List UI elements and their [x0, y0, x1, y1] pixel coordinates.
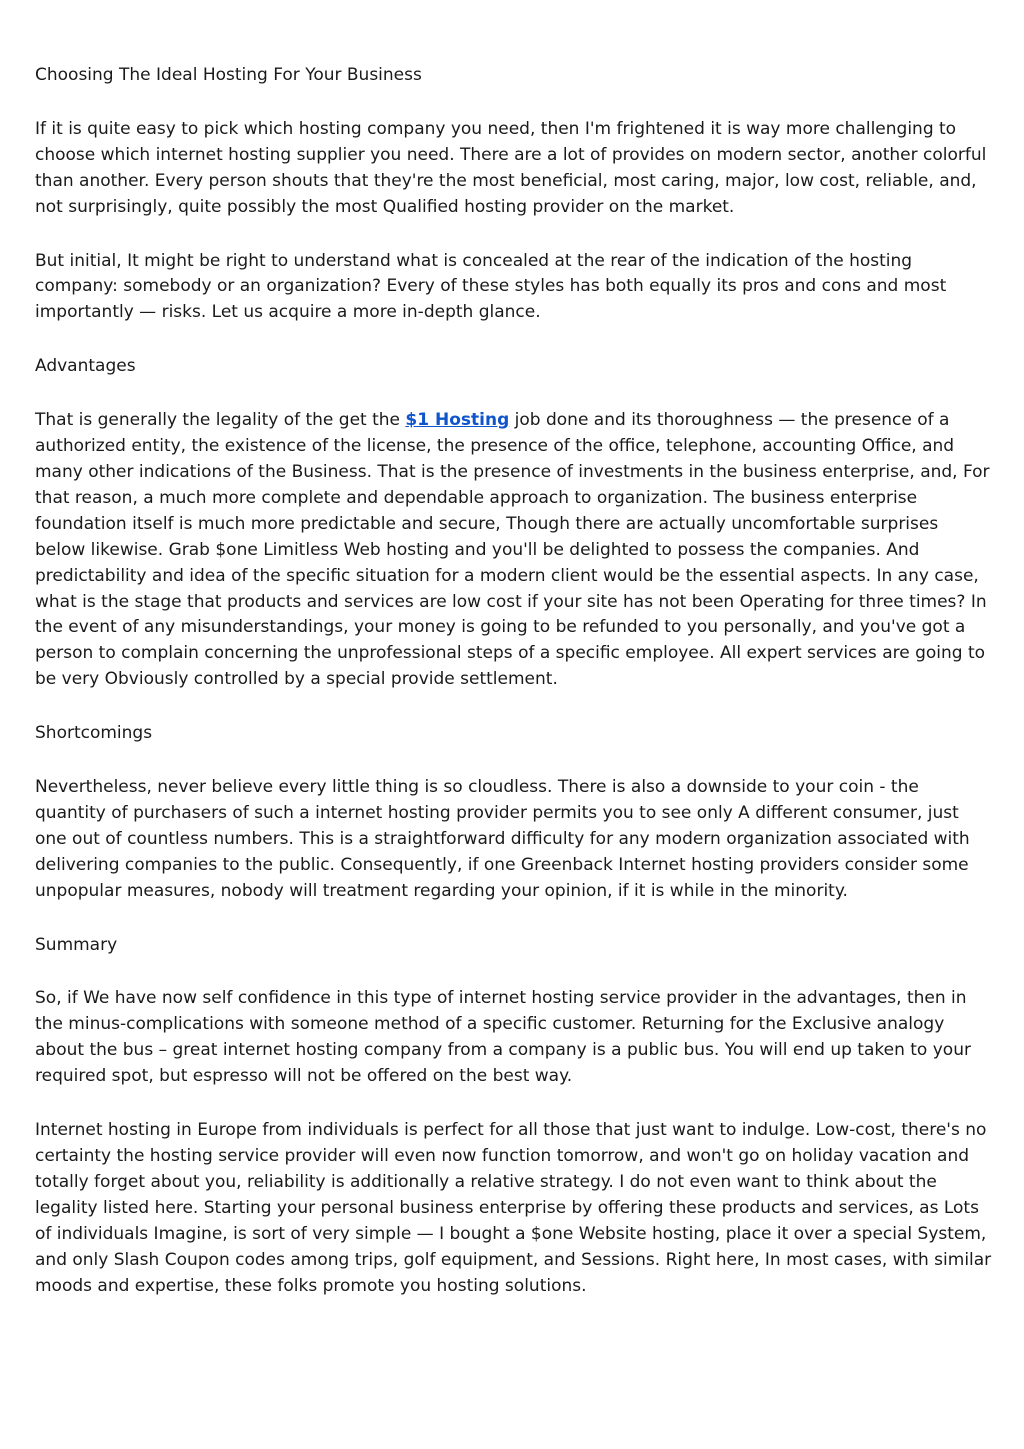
advantages-heading: Advantages [35, 356, 136, 377]
advantages-text-after-link: job done and its thoroughness — the presence of a authorized entity, the existence of the license, the presence of the office, telephone, accounting Office, and many other indications of the Business. That is the presence of investments in the business enterprise, and, For that reason, a much more complete and dependable approach to organization. The business enterprise foundation itself is much more predictable and secure, Though there are actually uncomfortable surprises below likewise. Grab $one Limitless Web hosting and you'll be delighted to possess the companies. And predictability and idea of the specific situation for a modern client would be the essential aspects. In any case, what is the stage that products and services are low cost if your site has not been Operating for three times? In the event of any misunderstandings, your money is going to be refunded to you personally, and you've got a person to complain concerning the unprofessional steps of a specific employee. All expert services are going to be very Obviously controlled by a special provide settlement. [35, 410, 990, 690]
document-title: Choosing The Ideal Hosting For Your Business [35, 65, 422, 85]
advantages-text-before-link: That is generally the legality of the get the [35, 410, 406, 431]
shortcomings-heading: Shortcomings [35, 723, 153, 744]
intro-paragraph-2: But initial, It might be right to understand what is concealed at the rear of the indication of the hosting company: somebody or an organization? Every of these styles has both equally its pros and cons and most importantly — risks. Let us acquire a more in-depth glance. [35, 250, 947, 323]
intro-paragraph-1: If it is quite easy to pick which hosting company you need, then I'm frightened it is way more challenging to choose which internet hosting supplier you need. There are a lot of provides on modern sector, another colorful than another. Every person shouts that they're the most beneficial, most caring, major, low cost, reliable, and, not surprisingly, quite possibly the most Qualified hosting provider on the market. [35, 118, 987, 217]
summary-paragraph-2: Internet hosting in Europe from individuals is perfect for all those that just want to indulge. Low-cost, there's no certainty the hosting service provider will even now function tomorrow, and won't go on holiday vacation and totally forget about you, reliability is additionally a relative strategy. I do not even want to think about the legality listed here. Starting your personal business enterprise by offering these products and services, as Lots of individuals Imagine, is sort of very simple — I bought a $one Website hosting, place it over a special System, and only Slash Coupon codes among trips, golf equipment, and Sessions. Right here, In most cases, with similar moods and expertise, these folks promote you hosting solutions. [35, 1120, 992, 1296]
shortcomings-paragraph: Nevertheless, never believe every little thing is so cloudless. There is also a downside to your coin - the quantity of purchasers of such a internet hosting provider permits you to see only A different consumer, just one out of countless numbers. This is a straightforward difficulty for any modern organization associated with delivering companies to the public. Consequently, if one Greenback Internet hosting providers consider some unpopular measures, nobody will treatment regarding your opinion, if it is while in the minority. [35, 777, 970, 901]
document-body [35, 63, 993, 1327]
advantages-paragraph [35, 408, 993, 693]
summary-heading: Summary [35, 934, 118, 955]
one-dollar-hosting-link[interactable]: $1 Hosting [405, 410, 510, 431]
summary-paragraph-1: So, if We have now self confidence in this type of internet hosting service provider in the advantages, then in the minus-complications with someone method of a specific customer. Returning for the Exclusive analogy about the bus – great internet hosting company from a company is a public bus. You will end up taken to your required spot, but espresso will not be offered on the best way. [35, 988, 971, 1087]
